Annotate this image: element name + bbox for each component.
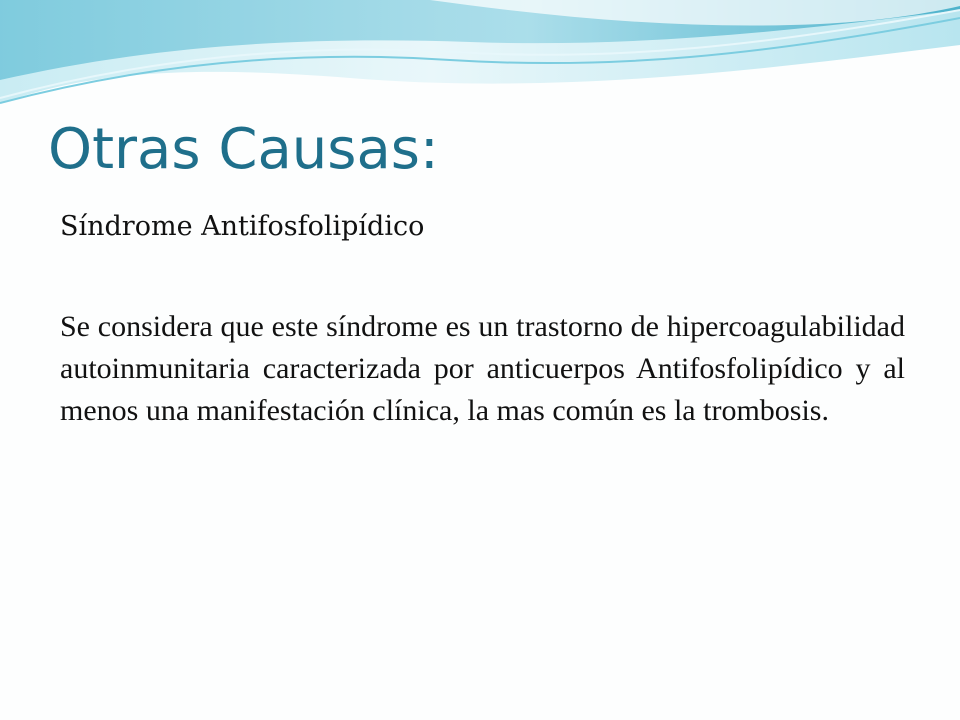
slide-subtitle: Síndrome Antifosfolipídico (60, 211, 425, 242)
decorative-wave-header (0, 0, 960, 120)
slide-body-text: Se considera que este síndrome es un trastorno de hipercoagulabilidad autoinmunitaria caracterizada por anticuerpos Antifosfolipídico y al menos una manifestación clínica, la mas común es la trombosis. (60, 310, 905, 427)
slide-title: Otras Causas: (48, 117, 439, 182)
